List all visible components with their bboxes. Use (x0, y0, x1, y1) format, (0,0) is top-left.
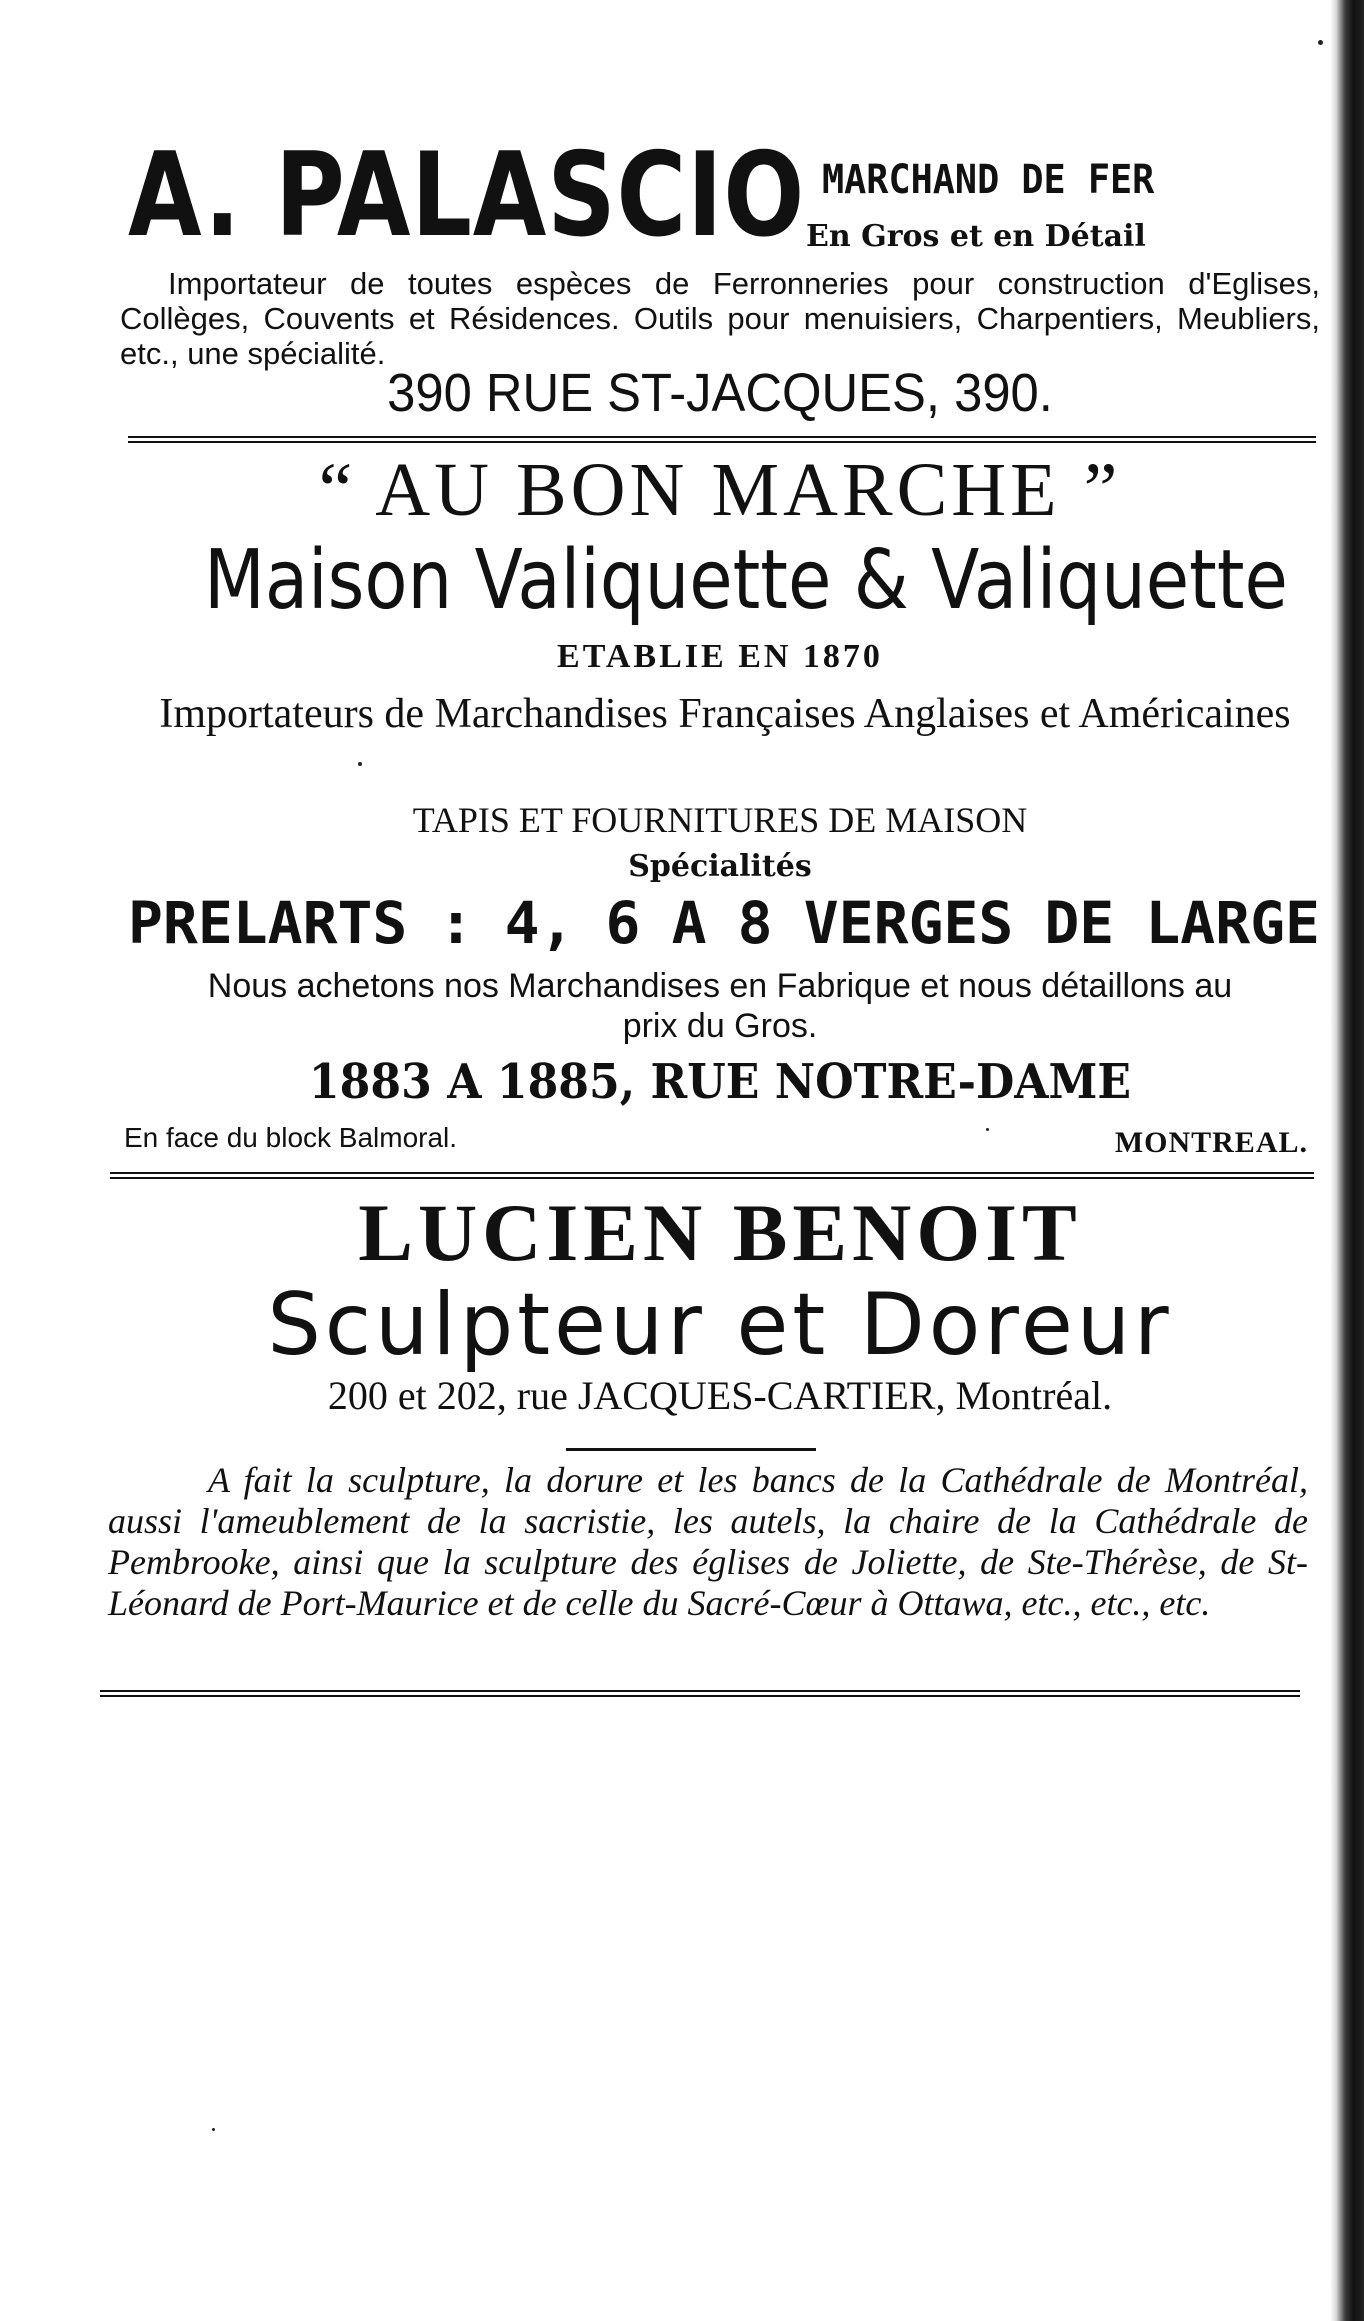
benoit-description: A fait la sculpture, la dorure et les bancs de la Cathédrale de Montréal, aussi l'ameublement de la sacristie, les autels, la chaire de la Cathédrale de Pembrooke, ainsi que la sculpture des églises de Joliette, de Ste-Thérèse, de St-Léonard de Port-Maurice et de celle du Sacré-Cœur à Ottawa, etc., etc., etc. (108, 1460, 1308, 1623)
prelarts-word: 6 (605, 889, 641, 957)
bon-marche-established: ETABLIE EN 1870 (557, 638, 883, 675)
bon-marche-location-note: En face du block Balmoral. (124, 1122, 458, 1153)
benoit-address: 200 et 202, rue JACQUES-CARTIER, Montréal. (327, 1373, 1113, 1418)
prelarts-word: : (438, 889, 474, 957)
bon-marche-maison: Maison Valiquette & Valiquette (204, 533, 1288, 628)
palascio-address: 390 RUE ST-JACQUES, 390. (387, 363, 1053, 423)
prelarts-word: VERGES (803, 889, 1014, 957)
divider-3 (100, 1690, 1300, 1692)
palascio-trade: MARCHAND DE FER (822, 157, 1155, 203)
bon-marche-prelarts (128, 889, 1320, 957)
bon-marche-note: Nous achetons nos Marchandises en Fabrique et nous détaillons au prix du Gros. (207, 967, 1233, 1045)
bon-marche-city: MONTREAL. (1114, 1126, 1308, 1159)
prelarts-word: LARGE (1145, 889, 1320, 957)
benoit-name: LUCIEN BENOIT (358, 1187, 1082, 1278)
palascio-name: A. PALASCIO (128, 128, 806, 263)
prelarts-word: 4, (504, 889, 575, 957)
prelarts-word: A (671, 889, 707, 957)
scan-speck (1318, 40, 1323, 45)
palascio-description: Importateur de toutes espèces de Ferronneries pour construction d'Eglises, Collèges, Couvents et Résidences. Outils pour menuisiers, Charpentiers, Meubliers, etc., une spécialité. (120, 266, 1320, 371)
prelarts-word: PRELARTS (128, 889, 408, 957)
bon-marche-tapis: TAPIS ET FOURNITURES DE MAISON (412, 800, 1028, 840)
benoit-separator (566, 1448, 816, 1451)
divider-2 (110, 1172, 1314, 1174)
scan-speck (212, 2128, 215, 2131)
bon-marche-specialties: Spécialités (628, 849, 812, 884)
scan-speck (358, 762, 362, 766)
bon-marche-title: “ AU BON MARCHE ” (318, 448, 1122, 532)
scan-speck (986, 1128, 989, 1131)
prelarts-word: 8 (737, 889, 773, 957)
bon-marche-address: 1883 A 1885, RUE NOTRE-DAME (308, 1054, 1132, 1110)
palascio-subtitle: En Gros et en Détail (806, 219, 1146, 254)
scan-edge-shadow (1330, 0, 1364, 2321)
prelarts-word: DE (1044, 889, 1115, 957)
benoit-trade: Sculpteur et Doreur (267, 1275, 1173, 1375)
divider-1 (128, 436, 1316, 438)
bon-marche-importers: Importateurs de Marchandises Françaises Anglaises et Américaines (159, 691, 1291, 737)
